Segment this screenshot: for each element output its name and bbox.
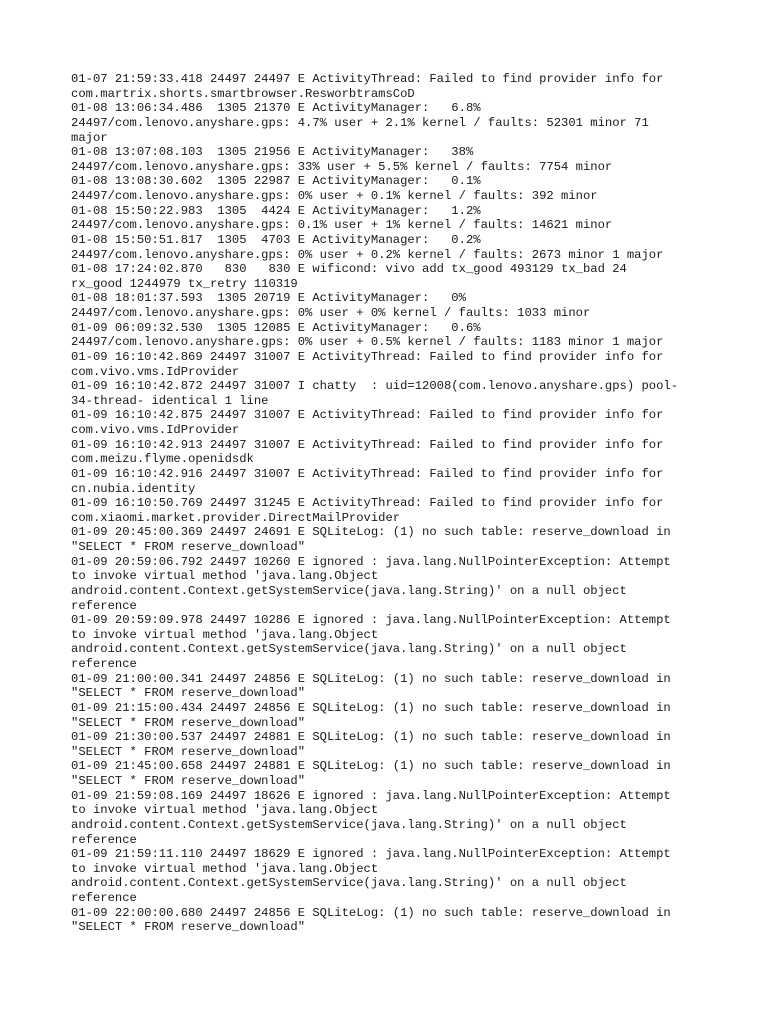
- log-line: com.xiaomi.market.provider.DirectMailProvider: [71, 510, 401, 525]
- log-line: com.vivo.vms.IdProvider: [71, 364, 240, 379]
- log-line: 24497/com.lenovo.anyshare.gps: 0% user + 0.5% kernel / faults: 1183 minor 1 major: [71, 335, 664, 350]
- log-text-body: [71, 72, 711, 935]
- log-line: "SELECT * FROM reserve_download": [71, 540, 306, 554]
- log-line: 01-09 16:10:42.916 24497 31007 E ActivityThread: Failed to find provider info for: [71, 466, 664, 481]
- log-line: 24497/com.lenovo.anyshare.gps: 0% user + 0.1% kernel / faults: 392 minor: [71, 189, 598, 203]
- log-line: 24497/com.lenovo.anyshare.gps: 0% user + 0% kernel / faults: 1033 minor: [71, 306, 591, 320]
- log-line: to invoke virtual method 'java.lang.Object: [71, 803, 379, 818]
- log-line: com.martrix.shorts.smartbrowser.ResworbtramsCoD: [71, 86, 415, 101]
- log-line: "SELECT * FROM reserve_download": [71, 715, 306, 730]
- log-line: android.content.Context.getSystemService(java.lang.String)' on a null object: [71, 642, 627, 657]
- log-line: 01-08 15:50:51.817 1305 4703 E ActivityManager: 0.2%: [71, 232, 481, 247]
- log-line: 01-08 13:08:30.602 1305 22987 E ActivityManager: 0.1%: [71, 174, 481, 189]
- log-line: reference: [71, 832, 137, 847]
- log-line: "SELECT * FROM reserve_download": [71, 686, 306, 701]
- log-line: 01-09 20:45:00.369 24497 24691 E SQLiteLog: (1) no such table: reserve_download in: [71, 525, 671, 540]
- log-line: 01-09 06:09:32.530 1305 12085 E ActivityManager: 0.6%: [71, 320, 481, 335]
- log-line: 01-08 13:07:08.103 1305 21956 E ActivityManager: 38%: [71, 145, 474, 160]
- log-line: reference: [71, 598, 137, 613]
- log-line: com.meizu.flyme.openidsdk: [71, 452, 254, 467]
- log-line: 01-09 21:15:00.434 24497 24856 E SQLiteLog: (1) no such table: reserve_download in: [71, 700, 671, 715]
- log-line: "SELECT * FROM reserve_download": [71, 920, 306, 935]
- log-line: 24497/com.lenovo.anyshare.gps: 4.7% user + 2.1% kernel / faults: 52301 minor 71: [71, 115, 649, 130]
- log-line: to invoke virtual method 'java.lang.Object: [71, 569, 379, 584]
- log-line: 01-09 22:00:00.680 24497 24856 E SQLiteLog: (1) no such table: reserve_download in: [71, 905, 671, 920]
- log-line: 01-08 17:24:02.870 830 830 E wificond: vivo add tx_good 493129 tx_bad 24: [71, 262, 627, 277]
- log-line: 01-09 21:00:00.341 24497 24856 E SQLiteLog: (1) no such table: reserve_download in: [71, 671, 671, 686]
- log-line: "SELECT * FROM reserve_download": [71, 774, 306, 788]
- log-line: android.content.Context.getSystemService(java.lang.String)' on a null object: [71, 876, 627, 891]
- log-line: major: [71, 130, 108, 145]
- log-line: 01-09 16:10:42.875 24497 31007 E ActivityThread: Failed to find provider info for: [71, 408, 664, 423]
- log-line: 34-thread- identical 1 line: [71, 393, 269, 408]
- log-line: 01-09 16:10:42.913 24497 31007 E ActivityThread: Failed to find provider info for: [71, 437, 664, 452]
- log-line: "SELECT * FROM reserve_download": [71, 744, 306, 759]
- log-line: 01-08 15:50:22.983 1305 4424 E ActivityManager: 1.2%: [71, 203, 481, 218]
- log-line: com.vivo.vms.IdProvider: [71, 423, 240, 437]
- log-line: android.content.Context.getSystemService(java.lang.String)' on a null object: [71, 583, 627, 598]
- log-line: 24497/com.lenovo.anyshare.gps: 0% user + 0.2% kernel / faults: 2673 minor 1 major: [71, 247, 664, 262]
- log-line: 24497/com.lenovo.anyshare.gps: 33% user + 5.5% kernel / faults: 7754 minor: [71, 159, 613, 174]
- log-line: 01-09 16:10:42.869 24497 31007 E ActivityThread: Failed to find provider info for: [71, 349, 664, 364]
- log-line: rx_good 1244979 tx_retry 110319: [71, 276, 298, 291]
- log-line: reference: [71, 657, 137, 671]
- log-line: 01-09 21:59:11.110 24497 18629 E ignored : java.lang.NullPointerException: Attempt: [71, 847, 671, 862]
- log-line: to invoke virtual method 'java.lang.Object: [71, 627, 379, 642]
- log-line: reference: [71, 891, 137, 905]
- log-line: 01-08 18:01:37.593 1305 20719 E ActivityManager: 0%: [71, 291, 466, 306]
- log-line: 01-09 21:30:00.537 24497 24881 E SQLiteLog: (1) no such table: reserve_download in: [71, 730, 671, 745]
- log-line: to invoke virtual method 'java.lang.Object: [71, 861, 379, 876]
- log-line: 01-08 13:06:34.486 1305 21370 E ActivityManager: 6.8%: [71, 101, 481, 116]
- log-line: 01-09 20:59:09.978 24497 10286 E ignored : java.lang.NullPointerException: Attempt: [71, 613, 671, 628]
- log-line: 01-09 21:45:00.658 24497 24881 E SQLiteLog: (1) no such table: reserve_download in: [71, 759, 671, 774]
- log-line: cn.nubia.identity: [71, 481, 196, 496]
- log-line: 01-09 20:59:06.792 24497 10260 E ignored : java.lang.NullPointerException: Attempt: [71, 554, 671, 569]
- log-line: 01-09 16:10:42.872 24497 31007 I chatty : uid=12008(com.lenovo.anyshare.gps) pool-: [71, 379, 679, 394]
- log-line: 01-09 21:59:08.169 24497 18626 E ignored : java.lang.NullPointerException: Attempt: [71, 788, 671, 803]
- log-line: 01-09 16:10:50.769 24497 31245 E ActivityThread: Failed to find provider info for: [71, 496, 664, 511]
- log-line: android.content.Context.getSystemService(java.lang.String)' on a null object: [71, 817, 627, 832]
- log-line: 01-07 21:59:33.418 24497 24497 E ActivityThread: Failed to find provider info for: [71, 72, 664, 86]
- log-line: 24497/com.lenovo.anyshare.gps: 0.1% user + 1% kernel / faults: 14621 minor: [71, 218, 613, 233]
